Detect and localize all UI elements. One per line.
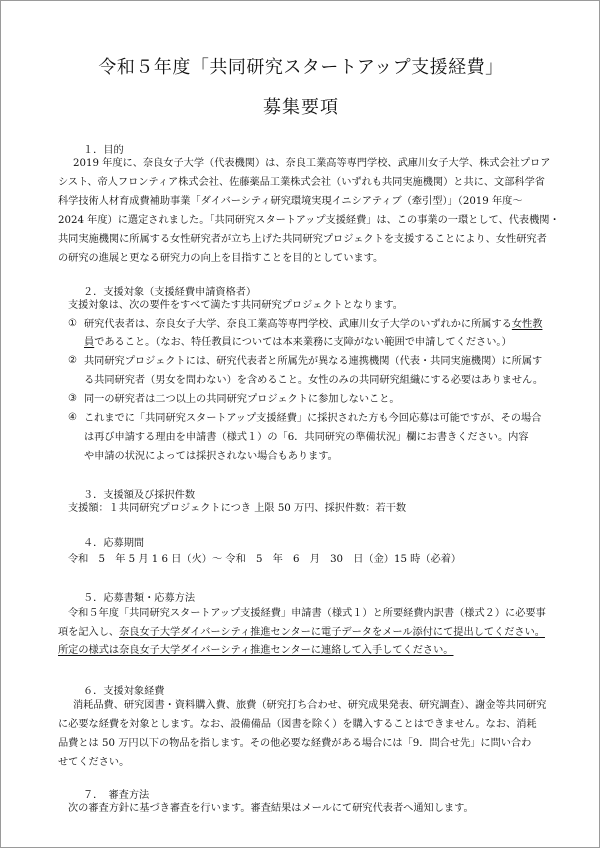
section-6-line: 消耗品費、研究図書・資料購入費、旅費（研究打ち合わせ、研究成果発表、研究調査）、謝金等共同研究 xyxy=(73,700,547,711)
section-6-heading: ６．支援対象経費 xyxy=(83,686,165,697)
section-7-heading: ７． 審査方法 xyxy=(83,790,150,801)
list-item-continuation: や申請の状況によっては採択されない場合もあります。 xyxy=(84,451,338,462)
list-number: ③ xyxy=(68,393,78,404)
list-item-text: 研究代表者は、奈良女子大学、奈良工業高等専門学校、武庫川女子大学のいずれかに所属する xyxy=(84,319,512,330)
section-4-body: 令和 5 年 5 月 1 6 日（火）～ 令和 5 年 6 月 30 日（金）15 時（必着） xyxy=(68,554,462,565)
section-5-line xyxy=(58,626,545,639)
list-item: 共同研究プロジェクトには、研究代表者と所属先が異なる連携機関（代表・共同実施機関）に所属す xyxy=(84,356,543,367)
list-item-continuation: る共同研究者（男女を問わない）を含めること。女性のみの共同研究組織にする必要はありません。 xyxy=(84,375,544,386)
list-item-underlined-text: 員 xyxy=(84,337,95,348)
section-7-body: 次の審査方針に基づき審査を行います。審査結果はメールにて研究代表者へ通知します。 xyxy=(68,803,474,814)
list-item-text: であること。（なお、特任教員については本来業務に支障がない範囲で申請してください。） xyxy=(94,337,512,348)
section-4-heading: ４．応募期間 xyxy=(83,538,145,549)
list-number: ① xyxy=(68,318,78,329)
section-5-heading: ５．応募書類・応募方法 xyxy=(83,593,196,604)
section-5-line: 令和５年度「共同研究スタートアップ支援経費」申請書（様式１）と所要経費内訳書（様式２）に必要事 xyxy=(68,608,546,619)
section-1-line: 2019 年度に、奈良女子大学（代表機関）は、奈良工業高等専門学校、武庫川女子大学、株式会社プロア xyxy=(73,158,551,169)
list-item-underlined-text: 女性教 xyxy=(511,319,543,330)
section-5-text: 項を記入し、 xyxy=(58,627,120,638)
list-number: ② xyxy=(68,355,78,366)
section-6-line: に必要な経費を対象とします。なお、設備備品（図書を除く）を購入することはできません。なお、消耗 xyxy=(58,719,537,730)
section-6-line: 品費とは 50 万円以下の物品を指します。その他必要な経費がある場合には「9．問合せ先」に問い合わ xyxy=(58,738,532,749)
section-1-line: シスト、帝人フロンティア株式会社、佐藤薬品工業株式会社（いずれも共同実施機関）と共に、文部科学省 xyxy=(58,177,545,188)
section-3-heading: ３．支援額及び採択件数 xyxy=(83,490,196,501)
section-2-intro: 支援対象は、次の要件をすべて満たす共同研究プロジェクトとなります。 xyxy=(68,300,403,311)
document-title: 令和５年度「共同研究スタートアップ支援経費」 xyxy=(98,57,504,78)
list-item-continuation xyxy=(84,336,512,349)
list-item-continuation: は再び申請する理由を申請書（様式１）の「6．共同研究の準備状況」欄にお書きください。内容 xyxy=(84,432,529,443)
section-1-line: 科学技術人材育成費補助事業「ダイバーシティ研究環境実現イニシアティブ（牽引型）」（2019 年度～ xyxy=(58,196,523,207)
section-1-line: 2024 年度）に選定されました。「共同研究スタートアップ支援経費」は、この事業の一環として、代表機関・ xyxy=(58,215,560,226)
list-item: 同一の研究者は二つ以上の共同研究プロジェクトに参加しないこと。 xyxy=(84,394,400,405)
section-3-body: 支援額：１共同研究プロジェクトにつき 上限 50 万円、採択件数：若干数 xyxy=(68,503,407,514)
list-item: これまでに「共同研究スタートアップ支援経費」に採択された方も今回応募は可能ですが、その場合 xyxy=(84,413,542,424)
section-5-underlined-text: 奈良女子大学ダイバーシティ推進センターに電子データをメール添付にて提出してください。 xyxy=(119,627,545,638)
section-1-line: の研究の進展と更なる研究力の向上を目指すことを目的としています。 xyxy=(58,253,384,264)
section-2-heading: ２．支援対象（支援経費申請資格者） xyxy=(83,287,257,298)
list-item xyxy=(84,318,542,331)
section-6-line: せてください。 xyxy=(58,757,130,768)
section-1-heading: １．目的 xyxy=(83,145,124,156)
list-number: ④ xyxy=(68,412,78,423)
document-subtitle: 募集要項 xyxy=(263,97,339,118)
section-1-line: 共同実施機関に所属する女性研究者が立ち上げた共同研究プロジェクトを支援することにより、女性研究者 xyxy=(58,234,547,245)
section-5-underlined-line: 所定の様式は奈良女子大学ダイバーシティ推進センターに連絡して入手してください。 xyxy=(58,645,454,656)
